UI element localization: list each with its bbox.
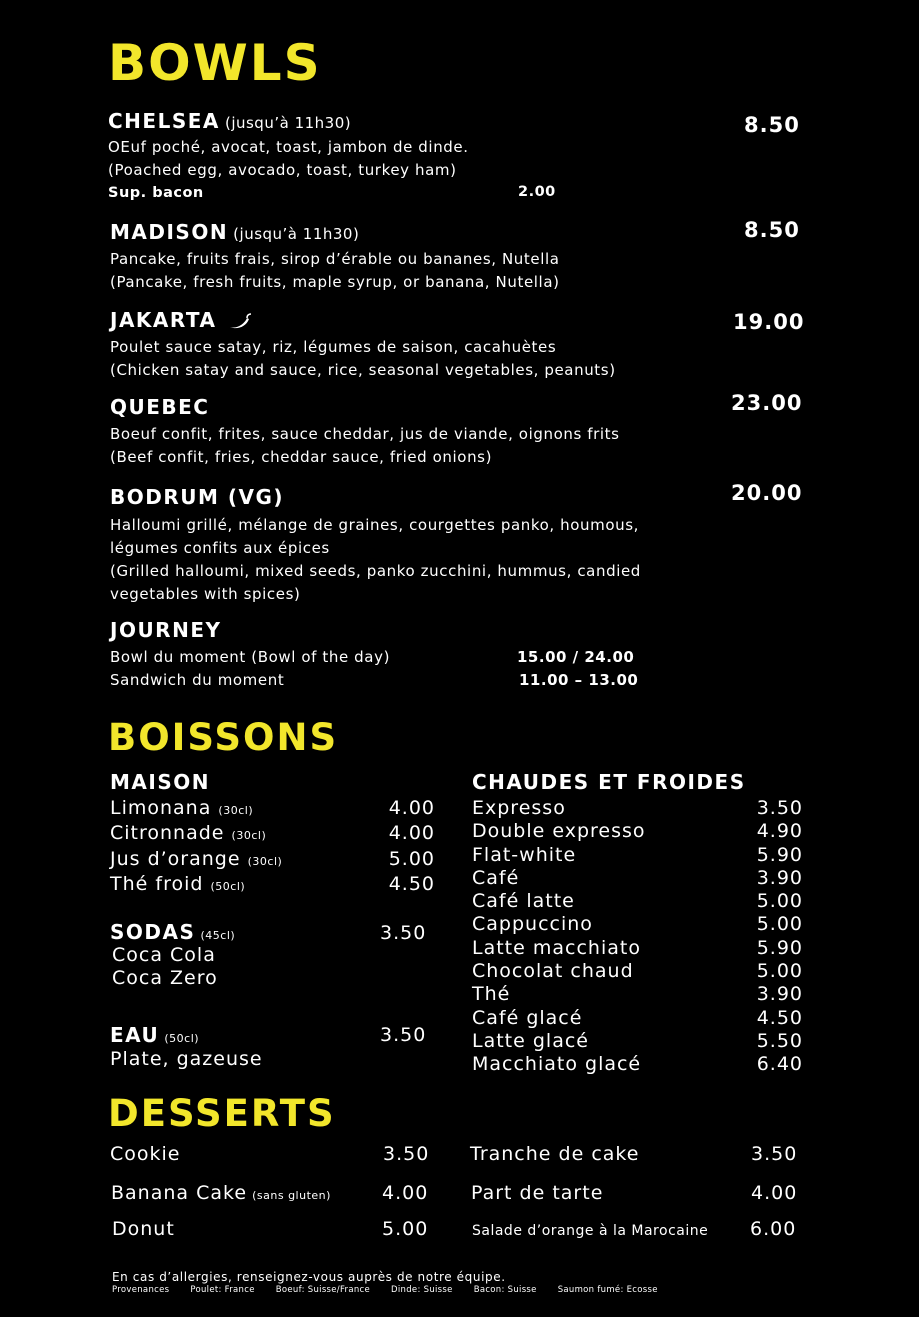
dessert-note: (sans gluten) (252, 1189, 331, 1202)
madison-name: MADISON (110, 220, 229, 244)
origin-item: Poulet: France (190, 1285, 255, 1295)
drink-name: Latte glacé (472, 1029, 589, 1052)
eau-volume: (50cl) (164, 1032, 200, 1045)
dessert-name: Salade d’orange à la Marocaine (472, 1223, 709, 1239)
drink-price: 6.40 (756, 1053, 803, 1076)
chelsea-note: (jusqu’à 11h30) (224, 114, 352, 132)
bodrum-desc-en-1: (Grilled halloumi, mixed seeds, panko zucchini, hummus, candied (110, 562, 641, 580)
drink-price: 3.90 (756, 866, 803, 889)
dessert-price: 4.00 (751, 1182, 798, 1204)
desserts-title: DESSERTS (108, 1092, 336, 1135)
drink-price: 3.50 (756, 797, 803, 819)
chaudes-title: CHAUDES ET FROIDES (472, 770, 746, 794)
dessert-name: Cookie (110, 1143, 181, 1165)
drink-name: Thé froid (110, 872, 204, 895)
bodrum-name: BODRUM (VG) (110, 485, 285, 509)
list-item (472, 960, 803, 983)
list-item (472, 820, 803, 843)
drink-name: Café (472, 866, 520, 889)
list-item (110, 848, 435, 873)
list-item (110, 822, 435, 847)
list-item (472, 867, 803, 890)
sodas-title: SODAS (110, 920, 196, 944)
bodrum-desc-fr-1: Halloumi grillé, mélange de graines, courgettes panko, houmous, (110, 516, 639, 534)
drink-name: Thé (472, 983, 511, 1006)
list-item (472, 1030, 803, 1053)
origin-item: Saumon fumé: Ecosse (557, 1285, 658, 1295)
drink-price: 5.00 (756, 960, 803, 983)
allergy-note: En cas d’allergies, renseignez-vous auprès de notre équipe. (112, 1270, 506, 1284)
drink-name: Double expresso (472, 820, 646, 843)
chelsea-name: CHELSEA (108, 109, 220, 133)
boissons-title: BOISSONS (108, 716, 339, 759)
drink-price: 5.90 (756, 936, 803, 959)
dessert-price: 4.00 (382, 1182, 429, 1204)
drink-price: 5.50 (756, 1029, 803, 1052)
journey-name: JOURNEY (110, 618, 222, 642)
chelsea-sup-label: Sup. bacon (108, 185, 204, 201)
sodas-heading (110, 920, 235, 944)
quebec-desc-en: (Beef confit, fries, cheddar sauce, fried onions) (110, 448, 493, 466)
dessert-price: 6.00 (750, 1218, 797, 1240)
origin-item: Boeuf: Suisse/France (275, 1285, 371, 1295)
chelsea-desc-en: (Poached egg, avocado, toast, turkey ham) (108, 161, 457, 179)
bodrum-desc-en-2: vegetables with spices) (110, 585, 301, 603)
origin-item: Bacon: Suisse (473, 1285, 537, 1295)
madison-heading (110, 220, 359, 244)
list-item (472, 890, 803, 913)
chaudes-list (472, 797, 803, 1077)
drink-volume: (30cl) (218, 804, 254, 817)
eau-item: Plate, gazeuse (110, 1048, 263, 1070)
drink-name: Macchiato glacé (472, 1053, 642, 1076)
drink-name: Chocolat chaud (472, 960, 634, 983)
origins-line (112, 1285, 658, 1295)
origin-item: Dinde: Suisse (391, 1285, 453, 1295)
list-item (472, 1007, 803, 1030)
chelsea-desc-fr: OEuf poché, avocat, toast, jambon de dinde. (108, 138, 469, 156)
quebec-price: 23.00 (731, 391, 803, 415)
drink-volume: (30cl) (247, 854, 283, 868)
chelsea-price: 8.50 (744, 113, 800, 137)
list-item (472, 797, 803, 820)
bowls-title: BOWLS (108, 34, 322, 92)
list-item (110, 797, 435, 822)
drink-price: 4.00 (388, 822, 435, 845)
drink-price: 5.00 (388, 847, 435, 870)
drink-price: 5.00 (756, 913, 803, 936)
chili-pepper-icon (228, 312, 252, 334)
drink-volume: (50cl) (210, 879, 246, 893)
dessert-price: 3.50 (383, 1143, 430, 1165)
madison-desc-fr: Pancake, fruits frais, sirop d’érable ou bananes, Nutella (110, 250, 560, 268)
quebec-desc-fr: Boeuf confit, frites, sauce cheddar, jus de viande, oignons frits (110, 425, 620, 443)
madison-note: (jusqu’à 11h30) (233, 225, 360, 243)
bodrum-price: 20.00 (731, 481, 803, 505)
drink-name: Café latte (472, 890, 575, 913)
drink-price: 4.00 (388, 797, 435, 819)
drink-name: Jus d’orange (110, 847, 241, 870)
drink-volume: (30cl) (231, 829, 267, 843)
sodas-item: Coca Cola (112, 944, 216, 966)
sodas-item: Coca Zero (112, 967, 218, 989)
list-item (472, 983, 803, 1006)
list-item (110, 873, 435, 898)
dessert-price: 3.50 (751, 1143, 798, 1165)
quebec-name: QUEBEC (110, 395, 210, 419)
drink-price: 3.90 (756, 983, 803, 1006)
drink-name: Latte macchiato (472, 936, 641, 959)
eau-price: 3.50 (380, 1024, 427, 1046)
journey-sandwich-price: 11.00 – 13.00 (519, 671, 639, 689)
jakarta-name: JAKARTA (110, 308, 217, 332)
drink-name: Citronnade (110, 822, 225, 845)
chelsea-sup-price: 2.00 (518, 184, 556, 200)
chelsea-heading (108, 109, 351, 133)
list-item (472, 1053, 803, 1076)
maison-list (110, 797, 435, 898)
journey-bowl-label: Bowl du moment (Bowl of the day) (110, 648, 391, 666)
jakarta-price: 19.00 (733, 310, 805, 334)
madison-desc-en: (Pancake, fresh fruits, maple syrup, or banana, Nutella) (110, 273, 560, 291)
jakarta-desc-en: (Chicken satay and sauce, rice, seasonal vegetables, peanuts) (110, 361, 616, 379)
jakarta-heading (110, 308, 252, 334)
drink-name: Cappuccino (472, 913, 593, 936)
sodas-price: 3.50 (380, 922, 427, 944)
drink-price: 4.90 (756, 820, 803, 843)
drink-name: Flat-white (472, 843, 577, 866)
drink-name: Café glacé (472, 1006, 583, 1029)
list-item (472, 844, 803, 867)
drink-price: 5.90 (756, 843, 803, 866)
bodrum-desc-fr-2: légumes confits aux épices (110, 539, 330, 557)
dessert-name: Donut (112, 1218, 175, 1240)
dessert-name: Tranche de cake (470, 1143, 640, 1165)
drink-name: Expresso (472, 797, 566, 819)
dessert-item (111, 1182, 331, 1204)
list-item (472, 913, 803, 936)
dessert-price: 5.00 (382, 1218, 429, 1240)
jakarta-desc-fr: Poulet sauce satay, riz, légumes de saison, cacahuètes (110, 338, 557, 356)
madison-price: 8.50 (744, 218, 800, 242)
drink-price: 5.00 (756, 890, 803, 913)
drink-price: 4.50 (388, 872, 435, 895)
dessert-name: Banana Cake (111, 1182, 248, 1204)
eau-heading (110, 1023, 199, 1047)
list-item (472, 937, 803, 960)
drink-name: Limonana (110, 797, 212, 819)
eau-title: EAU (110, 1023, 160, 1047)
dessert-name: Part de tarte (471, 1182, 604, 1204)
sodas-volume: (45cl) (200, 929, 236, 942)
journey-bowl-price: 15.00 / 24.00 (517, 648, 635, 666)
drink-price: 4.50 (756, 1006, 803, 1029)
origins-label: Provenances (112, 1285, 170, 1295)
maison-title: MAISON (110, 770, 210, 794)
journey-sandwich-label: Sandwich du moment (110, 671, 285, 689)
